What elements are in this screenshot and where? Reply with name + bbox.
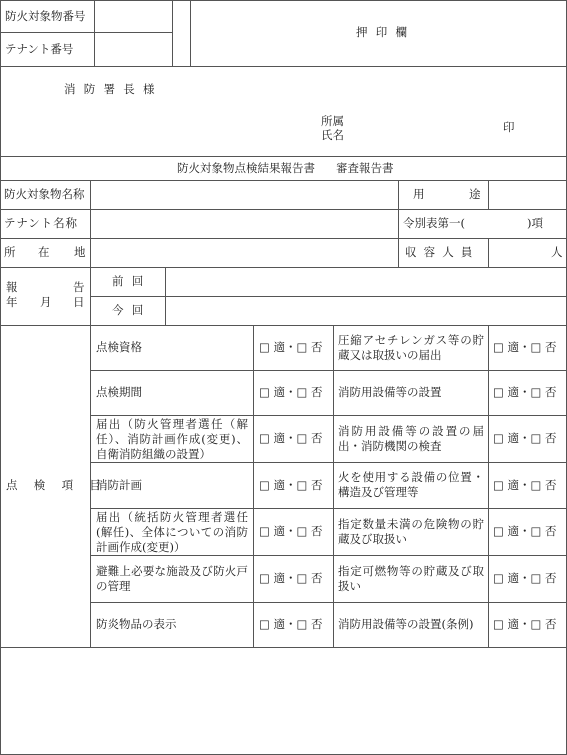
check-right[interactable]: □ 適・□ 否 (493, 431, 557, 445)
check-left[interactable]: □ 適・□ 否 (259, 385, 323, 399)
capacity-label: 収 容 人 員 (405, 245, 475, 259)
tenant-number-label: テナント番号 (5, 42, 74, 56)
inspection-item-left: 避難上必要な施設及び防火戸の管理 (96, 564, 248, 593)
frame-left (0, 0, 1, 755)
report-label-top-2: 告 (73, 280, 85, 294)
inspection-item-right: 圧縮アセチレンガス等の貯蔵又は取扱いの届出 (338, 333, 484, 362)
header-bottom (0, 66, 567, 67)
check-left[interactable]: □ 適・□ 否 (259, 431, 323, 445)
check-right[interactable]: □ 適・□ 否 (493, 340, 557, 354)
insp-row-4-bottom (90, 508, 567, 509)
previous-label: 前 回 (112, 274, 146, 288)
info-row-2-bottom (0, 238, 567, 239)
check-right[interactable]: □ 適・□ 否 (493, 617, 557, 631)
appendix-label: 令別表第一( (403, 216, 465, 230)
header-col-3 (190, 0, 191, 66)
inspection-item-right: 指定数量未満の危険物の貯蔵及び取扱い (338, 517, 484, 546)
location-label-1: 所 (4, 245, 16, 259)
name-label: 氏名 (321, 128, 344, 142)
use-label-2: 途 (469, 187, 481, 201)
inspection-item-left: 点検資格 (96, 340, 142, 354)
inspection-item-right: 消防用設備等の設置の届出・消防機関の検査 (338, 424, 484, 453)
inspection-item-right: 指定可燃物等の貯蔵及び取扱い (338, 564, 484, 593)
affiliation-label: 所属 (321, 114, 344, 128)
header-col-2 (172, 0, 173, 66)
info-row-1-bottom (0, 209, 567, 210)
insp-bottom (0, 647, 567, 648)
header-divider (0, 32, 172, 33)
check-left[interactable]: □ 適・□ 否 (259, 478, 323, 492)
seal-mark: 印 (503, 120, 515, 134)
insp-col-right-check (488, 325, 489, 647)
check-left[interactable]: □ 適・□ 否 (259, 340, 323, 354)
tenant-name-label: テナント名称 (4, 216, 78, 230)
report-bottom (0, 325, 567, 326)
check-left[interactable]: □ 適・□ 否 (259, 524, 323, 538)
info-mid-col (398, 180, 399, 267)
inspection-section-label: 点 検 項 目 (6, 478, 108, 492)
report-col (165, 267, 166, 325)
addressee: 消 防 署 長 様 (64, 82, 157, 96)
header-col-1 (94, 0, 95, 66)
check-right[interactable]: □ 適・□ 否 (493, 571, 557, 585)
capacity-unit: 人 (551, 245, 563, 259)
inspection-item-left: 消防計画 (96, 478, 142, 492)
insp-row-5-bottom (90, 555, 567, 556)
check-left[interactable]: □ 適・□ 否 (259, 617, 323, 631)
inspection-item-left: 点検期間 (96, 385, 142, 399)
inspection-item-left: 届出（防火管理者選任（解任）、消防計画作成(変更)、自衛消防組織の設置） (96, 417, 248, 461)
insp-row-1-bottom (90, 370, 567, 371)
object-number-label: 防火対象物番号 (5, 9, 86, 23)
report-label-bottom-1: 年 (6, 295, 18, 309)
info-right-col-3 (488, 238, 489, 267)
report-label-bottom-2: 月 (40, 295, 52, 309)
insp-row-3-bottom (90, 462, 567, 463)
insp-col-left-check (253, 325, 254, 647)
title-sub: 審査報告書 (336, 161, 394, 175)
address-bottom (0, 156, 567, 157)
title-main: 防火対象物点検結果報告書 (177, 161, 315, 175)
stamp-column-label: 押 印 欄 (356, 25, 410, 39)
insp-row-2-bottom (90, 415, 567, 416)
check-right[interactable]: □ 適・□ 否 (493, 524, 557, 538)
report-label-bottom-3: 日 (73, 295, 85, 309)
inspection-item-left: 届出（統括防火管理者選任(解任)、全体についての消防計画作成(変更)） (96, 510, 248, 554)
inspection-item-left: 防炎物品の表示 (96, 617, 177, 631)
inspection-item-right: 消防用設備等の設置 (338, 385, 442, 399)
info-row-3-bottom (0, 267, 567, 268)
frame-top (0, 0, 567, 1)
check-right[interactable]: □ 適・□ 否 (493, 385, 557, 399)
title-bottom (0, 180, 567, 181)
inspection-item-right: 火を使用する設備の位置・構造及び管理等 (338, 470, 484, 499)
report-label-top-1: 報 (6, 280, 18, 294)
inspection-item-right: 消防用設備等の設置(条例) (338, 617, 474, 631)
location-label-2: 在 (38, 245, 50, 259)
info-label-col (90, 180, 91, 325)
object-name-label: 防火対象物名称 (4, 187, 85, 201)
insp-row-6-bottom (90, 602, 567, 603)
appendix-suffix: )項 (527, 216, 543, 230)
use-label-1: 用 (413, 187, 425, 201)
check-right[interactable]: □ 適・□ 否 (493, 478, 557, 492)
check-left[interactable]: □ 適・□ 否 (259, 571, 323, 585)
insp-col-right-item (333, 325, 334, 647)
location-label-3: 地 (74, 245, 86, 259)
report-divider (90, 296, 567, 297)
current-label: 今 回 (112, 303, 146, 317)
info-right-col-1 (488, 180, 489, 209)
